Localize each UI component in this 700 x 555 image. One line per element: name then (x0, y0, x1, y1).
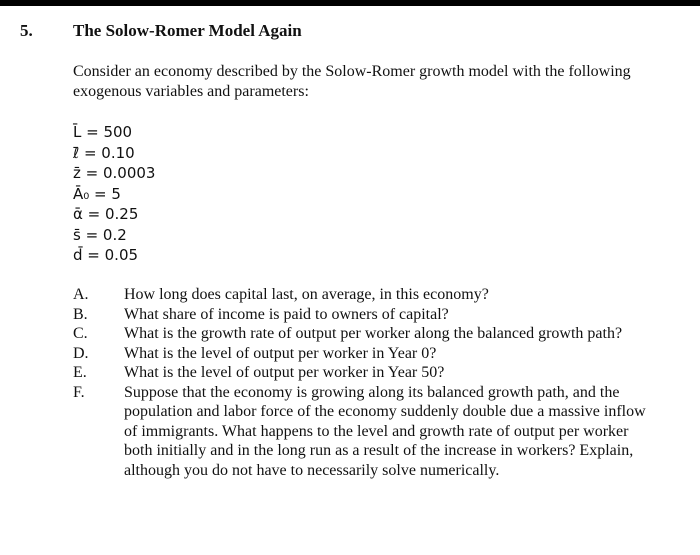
subquestion-f (73, 383, 648, 481)
subquestion-text: What is the level of output per worker in Year 0? (124, 344, 437, 362)
subquestion-text: What share of income is paid to owners of capital? (124, 305, 449, 323)
variable-savings-rate: s̄ = 0.2 (73, 225, 127, 244)
question-number: 5. (20, 21, 33, 40)
variables-list (73, 122, 155, 266)
subquestion-a (73, 285, 648, 305)
variable-initial-ideas: Ā₀ = 5 (73, 184, 121, 203)
variable-labor: L̄ = 500 (73, 123, 133, 141)
subquestion-e (73, 363, 648, 383)
subquestion-text: What is the growth rate of output per worker along the balanced growth path? (124, 325, 623, 342)
subquestion-text: Suppose that the economy is growing along its balanced growth path, and the population and labor force of the economy suddenly double due a massive inflow of immigrants. What happens to the level and growth rate of output per worker both initially and in the long run as a result of the increase in workers? Explain, although you do not have to necessarily solve numerically. (124, 383, 646, 479)
subquestion-letter: A. (73, 286, 89, 303)
subquestion-letter: F. (73, 383, 85, 401)
subquestions-list (73, 285, 648, 480)
subquestion-letter: B. (73, 305, 88, 323)
subquestion-d (73, 344, 648, 364)
subquestion-text: What is the level of output per worker in Year 50? (124, 364, 445, 381)
variable-research-share: ℓ̄ = 0.10 (73, 143, 135, 162)
variable-alpha: ᾱ = 0.25 (73, 205, 139, 223)
subquestion-c (73, 324, 648, 344)
variable-productivity-z: z̄ = 0.0003 (73, 164, 156, 182)
subquestion-letter: C. (73, 325, 88, 342)
subquestion-b (73, 305, 648, 325)
question-title: The Solow-Romer Model Again (73, 21, 302, 40)
variable-depreciation: d̄ = 0.05 (73, 246, 139, 264)
subquestion-letter: E. (73, 364, 87, 381)
top-border (0, 0, 700, 6)
subquestion-text: How long does capital last, on average, in this economy? (124, 286, 489, 303)
subquestion-letter: D. (73, 344, 89, 362)
question-intro: Consider an economy described by the Solow-Romer growth model with the following exogenous variables and parameters: (73, 63, 631, 100)
